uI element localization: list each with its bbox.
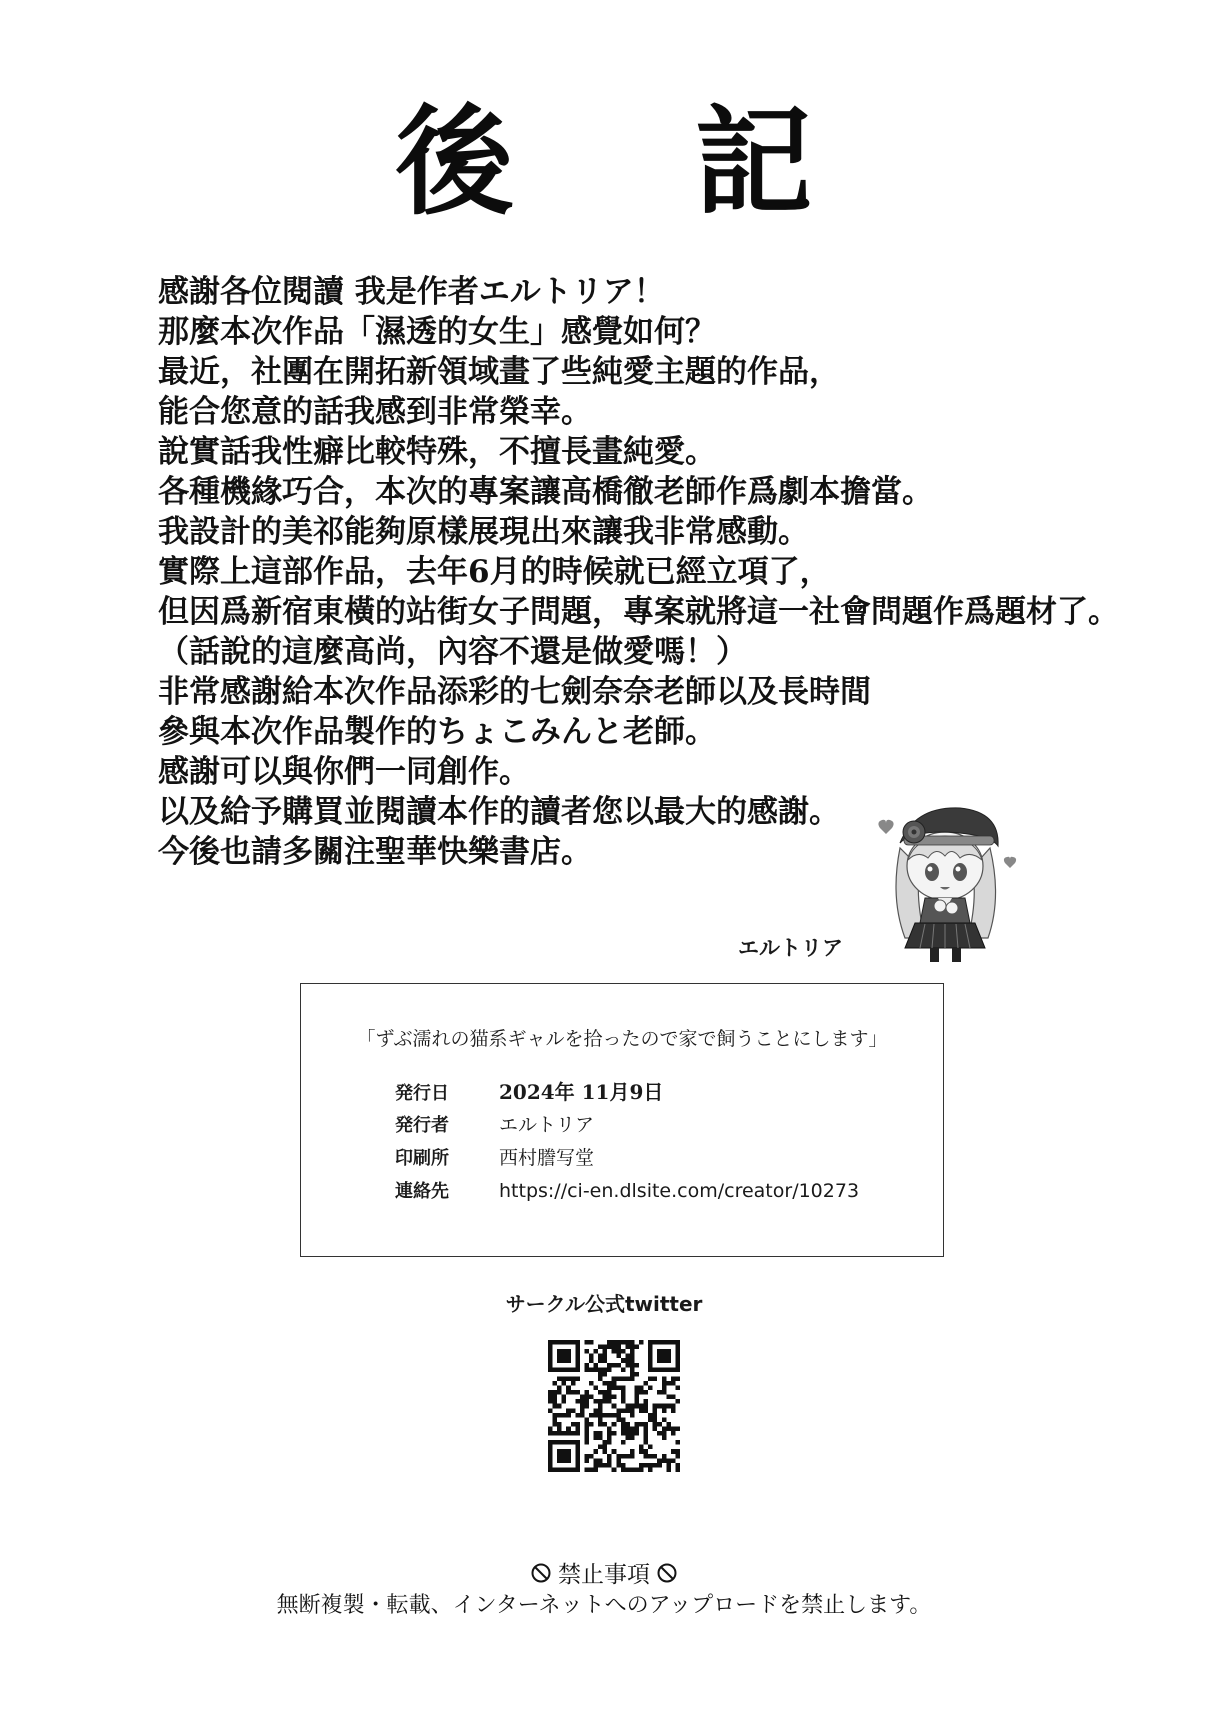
colophon-row-printer [395,1142,859,1175]
colophon-value: 2024年 11月9日 [499,1080,664,1104]
colophon-row-contact [395,1175,859,1208]
message-line: 各種機緣巧合，本次的專案讓高橋徹老師作爲劇本擔當。 [158,474,933,510]
heart-icon [878,820,893,834]
colophon-value: エルトリア [499,1114,595,1136]
twitter-label: サークル公式twitter [505,1292,703,1316]
message-line: 最近，社團在開拓新領域畫了些純愛主題的作品， [158,354,840,390]
prohibited-icon [656,1562,678,1584]
contact-link[interactable]: https://ci-en.dlsite.com/creator/10273 [499,1180,860,1202]
colophon-label: 印刷所 [395,1148,449,1169]
book-title: 「ずぶ濡れの猫系ギャルを拾ったので家で飼うことにします」 [356,1028,888,1050]
message-line: 我設計的美祁能夠原樣展現出來讓我非常感動。 [158,514,809,550]
colophon-label: 発行日 [395,1083,449,1104]
message-line: 非常感謝給本次作品添彩的七劍奈奈老師以及長時間 [158,674,871,710]
colophon-value: 西村謄写堂 [499,1147,595,1169]
colophon-label: 連絡先 [395,1181,449,1202]
colophon-label: 発行者 [395,1115,449,1136]
chibi-character-illustration [870,788,1020,963]
author-signature: エルトリア [738,936,843,960]
prohibition-text: 無断複製・転載、インターネットへのアップロードを禁止します。 [276,1593,932,1618]
message-line: 能合您意的話我感到非常榮幸。 [158,394,592,430]
message-line: 今後也請多關注聖華快樂書店。 [158,834,592,870]
page-title: 後 記 [395,92,883,231]
prohibition-title: 禁止事項 [558,1562,650,1588]
message-line: 實際上這部作品，去年6月的時候就已經立項了， [158,554,831,590]
message-line: 參與本次作品製作的ちょこみんと老師。 [158,714,716,750]
message-line: 以及給予購買並閱讀本作的讀者您以最大的感謝。 [158,794,840,830]
message-line: 感謝各位閱讀 我是作者エルトリア！ [158,274,665,310]
colophon-row-publisher [395,1109,859,1142]
colophon-box [300,983,944,1257]
message-line: （話說的這麼高尚，內容不還是做愛嗎！） [158,634,747,670]
colophon-row-publish-date [395,1076,859,1109]
prohibited-icon [530,1562,552,1584]
message-line: 感謝可以與你們一同創作。 [158,754,530,790]
colophon-info [395,1076,859,1208]
prohibition-heading [0,1556,1208,1589]
qr-code-icon[interactable] [548,1340,680,1472]
heart-icon [1004,857,1016,868]
afterword-message [158,272,1158,872]
message-line: 但因爲新宿東橫的站街女子問題，專案就將這一社會問題作爲題材了。 [158,594,1119,630]
message-line: 那麼本次作品「濕透的女生」感覺如何？ [158,314,716,350]
message-line: 說實話我性癖比較特殊，不擅長畫純愛。 [158,434,716,470]
